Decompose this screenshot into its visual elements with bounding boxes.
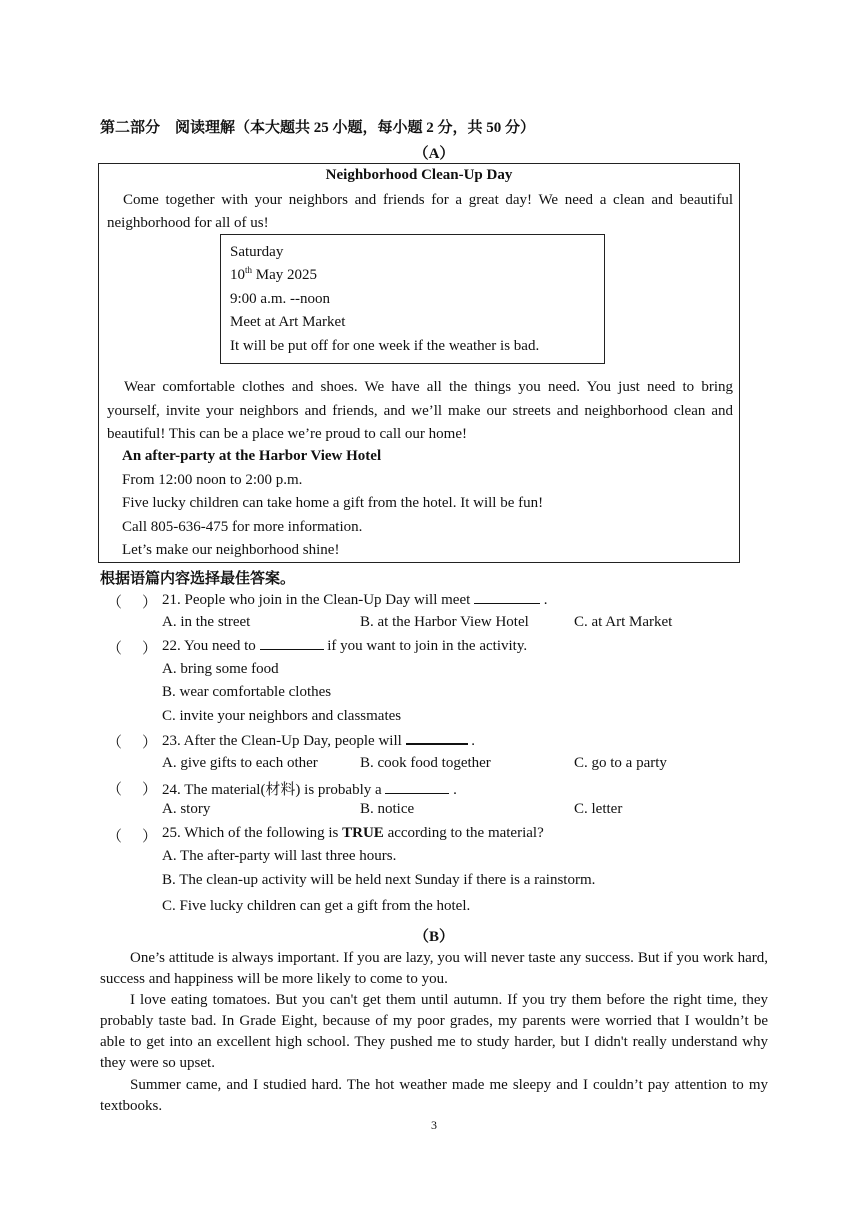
passage-a-label: （A）: [413, 146, 455, 162]
bracket-close: ）: [142, 641, 158, 657]
gift-line: Five lucky children can take home a gift from the hotel. It will be fun!: [122, 495, 544, 511]
answer-blank: [474, 591, 540, 604]
passage-b-paragraph-2: I love eating tomatoes. But you can't get them until autumn. If you try them before the right time, they probably taste bad. In Grade Eight, because of my poor grades, my parents were worried that I wouldn’t be able to get into an excellent high school. They pushed me to study harder, but I didn't really understand why they were so upset.: [100, 992, 768, 1071]
answer-bracket-22: [107, 637, 157, 658]
event-time: 9:00 a.m. --noon: [230, 291, 330, 307]
question-25: [162, 825, 544, 842]
q22-option-b: B. wear comfortable clothes: [162, 684, 332, 700]
q23-option-b: B. cook food together: [360, 755, 491, 771]
question-emphasis: TRUE: [342, 825, 384, 841]
event-day: Saturday: [230, 244, 284, 260]
q22-option-c: C. invite your neighbors and classmates: [162, 708, 402, 724]
q21-option-b: B. at the Harbor View Hotel: [360, 614, 529, 630]
notice-title: Neighborhood Clean-Up Day: [325, 167, 513, 183]
q25-option-c: C. Five lucky children can get a gift from the hotel.: [162, 898, 471, 914]
question-22: [162, 637, 527, 655]
bracket-close: ）: [142, 829, 158, 845]
event-date-month-year: May 2025: [252, 267, 318, 283]
question-stem: 23. After the Clean-Up Day, people will: [162, 733, 406, 749]
bracket-open: （: [107, 595, 123, 611]
event-date-number: 10: [230, 267, 245, 283]
event-place: Meet at Art Market: [230, 314, 346, 330]
answer-bracket-21: [107, 591, 157, 612]
passage-b-paragraph-1: One’s attitude is always important. If you are lazy, you will never taste any success. But if you work hard, success and happiness will be more likely to come to you.: [100, 950, 768, 987]
after-party-heading: An after-party at the Harbor View Hotel: [122, 448, 382, 464]
question-stem: 22. You need to: [162, 638, 260, 654]
question-stem-end: according to the material?: [383, 825, 544, 841]
instruction: 根据语篇内容选择最佳答案。: [100, 571, 296, 587]
event-date: [230, 267, 317, 284]
event-weather-note: It will be put off for one week if the weather is bad.: [230, 338, 540, 354]
passage-b-label: （B）: [413, 929, 454, 945]
bracket-open: （: [107, 782, 123, 798]
q23-option-a: A. give gifts to each other: [162, 755, 318, 771]
question-stem-end: .: [467, 733, 476, 749]
bracket-open: （: [107, 641, 123, 657]
question-21: [162, 591, 548, 609]
question-23: [162, 731, 475, 750]
question-24: [162, 778, 457, 799]
page-number: 3: [431, 1118, 437, 1132]
q24-option-b: B. notice: [360, 801, 415, 817]
q24-option-a: A. story: [162, 801, 211, 817]
answer-blank: [385, 781, 449, 794]
bracket-open: （: [107, 735, 123, 751]
q25-option-a: A. The after-party will last three hours.: [162, 848, 397, 864]
q25-option-b: B. The clean-up activity will be held next Sunday if there is a rainstorm.: [162, 872, 596, 888]
q23-option-c: C. go to a party: [574, 755, 667, 771]
question-stem-end: .: [540, 592, 548, 608]
answer-bracket-24: [107, 778, 157, 799]
notice-body: Wear comfortable clothes and shoes. We have all the things you need. You just need to bring yourself, invite your neighbors and friends, and we’ll make our streets and neighborhood clean and beautiful! This can be a place we’re proud to call our home!: [107, 379, 733, 442]
bracket-close: ）: [142, 782, 158, 798]
bracket-close: ）: [142, 735, 158, 751]
q24-option-c: C. letter: [574, 801, 623, 817]
q22-option-a: A. bring some food: [162, 661, 279, 677]
section-header: 第二部分 阅读理解（本大题共 25 小题，每小题 2 分，共 50 分）: [100, 120, 536, 136]
question-stem: 24. The material(材料) is probably a: [162, 782, 386, 798]
closing-line: Let’s make our neighborhood shine!: [122, 542, 340, 558]
call-line: Call 805-636-475 for more information.: [122, 519, 363, 535]
answer-bracket-23: [107, 731, 157, 752]
question-stem: 25. Which of the following is: [162, 825, 343, 841]
q21-option-c: C. at Art Market: [574, 614, 673, 630]
bracket-close: ）: [142, 595, 158, 611]
q21-option-a: A. in the street: [162, 614, 251, 630]
question-stem: 21. People who join in the Clean-Up Day will meet: [162, 592, 475, 608]
event-date-suffix: th: [245, 265, 253, 275]
notice-intro: Come together with your neighbors and friends for a great day! We need a clean and beautiful neighborhood for all of us!: [107, 192, 733, 231]
answer-bracket-25: [107, 825, 157, 846]
answer-blank: [260, 637, 324, 650]
answer-blank: [406, 731, 468, 745]
question-stem-end: .: [449, 782, 457, 798]
after-party-time: From 12:00 noon to 2:00 p.m.: [122, 472, 303, 488]
bracket-open: （: [107, 829, 123, 845]
passage-b-paragraph-3: Summer came, and I studied hard. The hot weather made me sleepy and I couldn’t pay attention to my textbooks.: [100, 1077, 768, 1114]
question-stem-end: if you want to join in the activity.: [323, 638, 528, 654]
